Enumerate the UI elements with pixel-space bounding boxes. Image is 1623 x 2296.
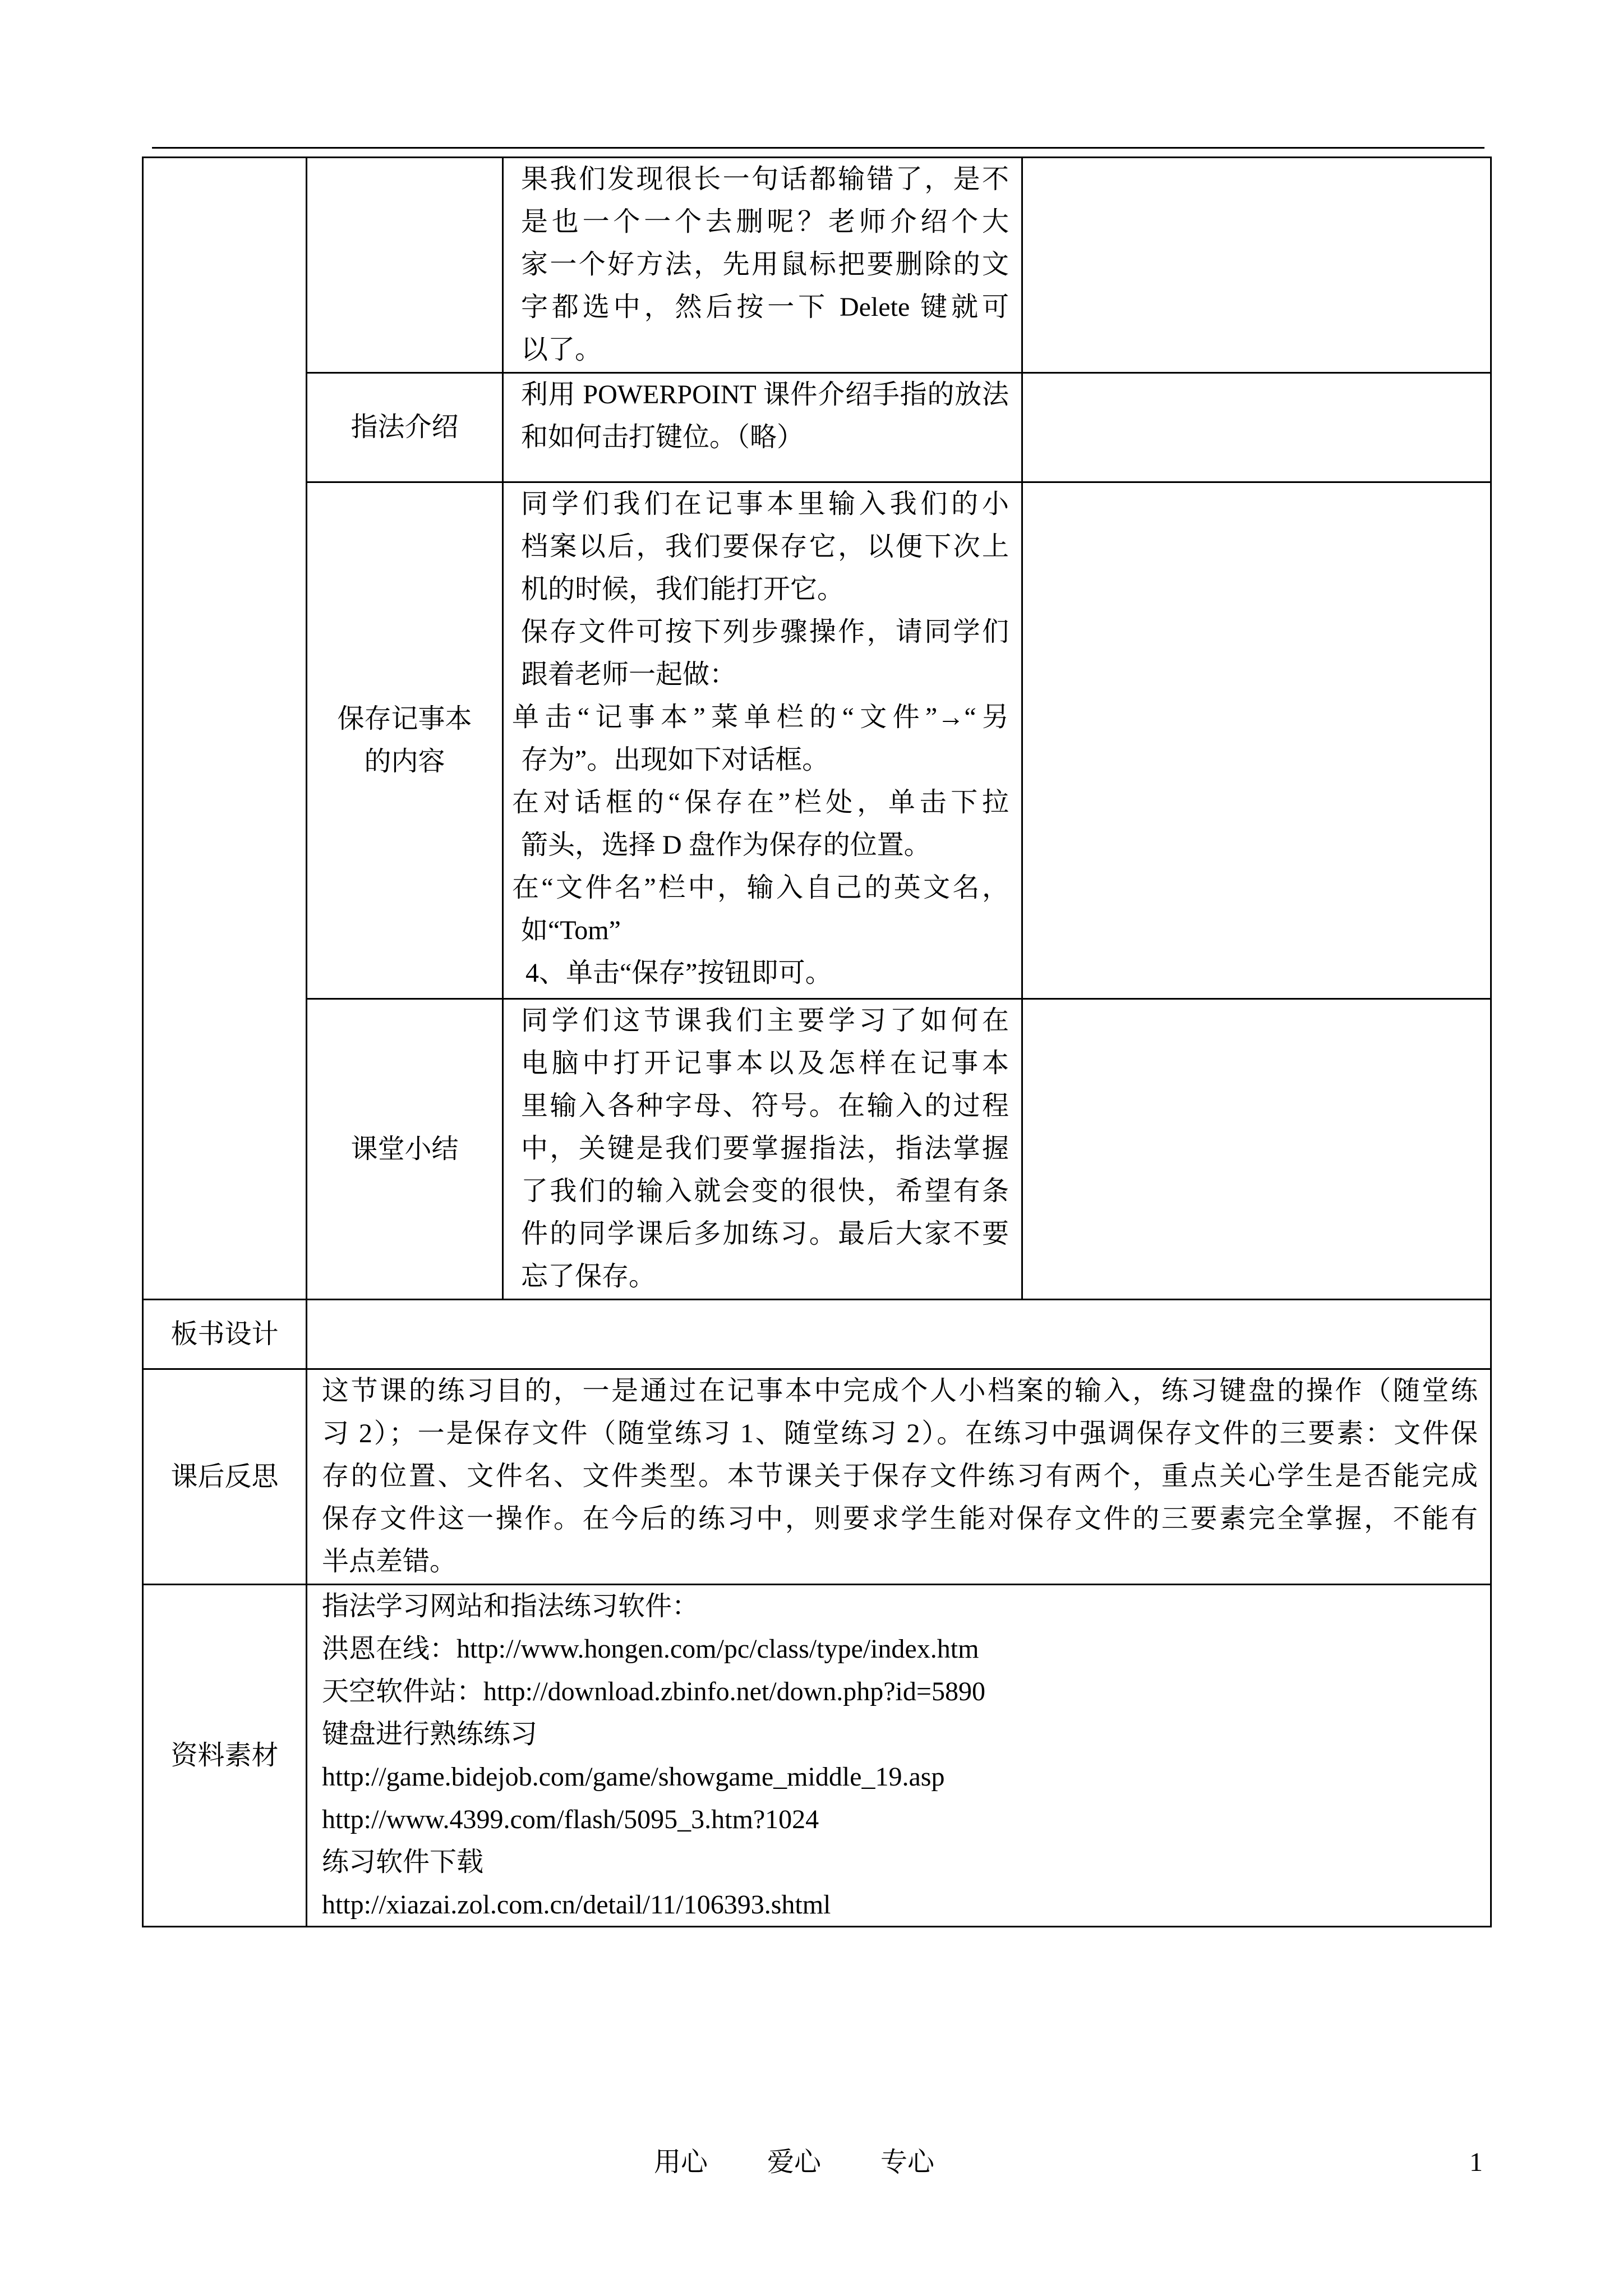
content-line: 键盘进行熟练练习: [322, 1719, 538, 1749]
section-label-board-design: 板书设计: [170, 1319, 279, 1349]
notes-cell-empty: [1021, 481, 1492, 998]
notes-cell-empty: [1021, 998, 1492, 1299]
content-line: 这节课的练习目的，一是通过在记事本中完成个人小档案的输入，练习键盘的操作（随堂练: [322, 1376, 1478, 1406]
content-line: 同学们这节课我们主要学习了如何在: [521, 1006, 1009, 1036]
topic-cell-fingering: [306, 372, 502, 481]
resources-content-cell: [306, 1584, 1492, 1927]
lesson-plan-table: [142, 157, 1492, 1927]
content-line: 单击“记事本”菜单栏的“文件”→“另: [512, 702, 1009, 732]
header-rule: [152, 147, 1484, 149]
content-line: 习 2）；一是保存文件（随堂练习 1、随堂练习 2）。在练习中强调保存文件的三要素：文件保: [322, 1419, 1478, 1448]
content-line: 中，关键是我们要掌握指法，指法掌握: [521, 1134, 1009, 1163]
content-line: 在“文件名”栏中，输入自己的英文名，: [512, 873, 1009, 903]
resource-url-line: http://xiazai.zol.com.cn/detail/11/106393.shtml: [322, 1890, 831, 1920]
notes-cell-empty: [1021, 157, 1492, 372]
content-line: 字都选中，然后按一下 Delete 键就可: [521, 292, 1009, 322]
content-line: 箭头，选择 D 盘作为保存的位置。: [521, 830, 931, 860]
topic-cell-save-notepad: [306, 481, 502, 998]
section-label-resources: 资料素材: [170, 1740, 279, 1770]
content-line: 是也一个一个去删呢？老师介绍个大: [521, 207, 1009, 237]
topic-label: 保存记事本: [337, 704, 472, 734]
activity-content-cell: [502, 372, 1021, 481]
content-line: 4、单击“保存”按钮即可。: [525, 958, 832, 988]
resource-url-line: http://www.4399.com/flash/5095_3.htm?1024: [322, 1805, 819, 1834]
content-line: 忘了保存。: [521, 1262, 656, 1291]
section-label-cell: [142, 1368, 306, 1584]
content-line: 电脑中打开记事本以及怎样在记事本: [521, 1048, 1009, 1078]
content-line: 练习软件下载: [322, 1847, 484, 1877]
footer-motto: 爱心: [767, 2147, 822, 2177]
content-line: 家一个好方法，先用鼠标把要删除的文: [521, 250, 1009, 279]
content-line: 存为”。出现如下对话框。: [521, 745, 829, 775]
content-line: 半点差错。: [322, 1547, 457, 1576]
content-line: 如“Tom”: [521, 915, 621, 945]
activity-content-cell: [502, 157, 1021, 372]
content-line: 果我们发现很长一句话都输错了，是不: [521, 164, 1009, 194]
section-label-reflection: 课后反思: [170, 1461, 279, 1492]
topic-cell-summary: [306, 998, 502, 1299]
section-label-cell: [142, 1299, 306, 1368]
content-line: 机的时候，我们能打开它。: [521, 574, 845, 604]
content-line: 存的位置、文件名、文件类型。本节课关于保存文件练习有两个，重点关心学生是否能完成: [322, 1461, 1478, 1491]
content-line: 利用 POWERPOINT 课件介绍手指的放法: [521, 380, 1009, 409]
footer-motto: 用心: [654, 2147, 708, 2177]
resource-url-line: 天空软件站：http://download.zbinfo.net/down.php?id=5890: [322, 1677, 985, 1706]
page-number: 1: [1469, 2147, 1483, 2177]
content-line: 同学们我们在记事本里输入我们的小: [521, 489, 1009, 519]
content-line: 在对话框的“保存在”栏处，单击下拉: [512, 788, 1009, 817]
content-line: 保存文件可按下列步骤操作，请同学们: [521, 617, 1009, 647]
topic-label: 指法介绍: [351, 412, 459, 442]
content-line: 指法学习网站和指法练习软件：: [322, 1591, 699, 1621]
content-line: 和如何击打键位。（略）: [521, 422, 804, 452]
activity-content-cell: [502, 481, 1021, 998]
content-line: 跟着老师一起做：: [521, 660, 737, 689]
board-design-content-cell: [306, 1299, 1492, 1368]
stage-cell-empty: [142, 157, 306, 1299]
section-label-cell: [142, 1584, 306, 1927]
content-line: 保存文件这一操作。在今后的练习中，则要求学生能对保存文件的三要素完全掌握，不能有: [322, 1504, 1478, 1534]
topic-cell-empty: [306, 157, 502, 372]
notes-cell-empty: [1021, 372, 1492, 481]
content-line: 里输入各种字母、符号。在输入的过程: [521, 1091, 1009, 1121]
content-line: 件的同学课后多加练习。最后大家不要: [521, 1219, 1009, 1249]
reflection-content-cell: [306, 1368, 1492, 1584]
resource-url-line: 洪恩在线：http://www.hongen.com/pc/class/type/index.htm: [322, 1634, 979, 1664]
content-line: 档案以后，我们要保存它，以便下次上: [521, 532, 1009, 562]
resource-url-line: http://game.bidejob.com/game/showgame_middle_19.asp: [322, 1762, 945, 1792]
topic-label: 课堂小结: [351, 1134, 459, 1164]
content-line: 以了。: [521, 335, 602, 365]
footer-mottos: [654, 2141, 934, 2184]
topic-label: 的内容: [364, 747, 445, 776]
content-line: 了我们的输入就会变的很快，希望有条: [521, 1176, 1009, 1206]
activity-content-cell: [502, 998, 1021, 1299]
footer-motto: 专心: [880, 2147, 935, 2177]
